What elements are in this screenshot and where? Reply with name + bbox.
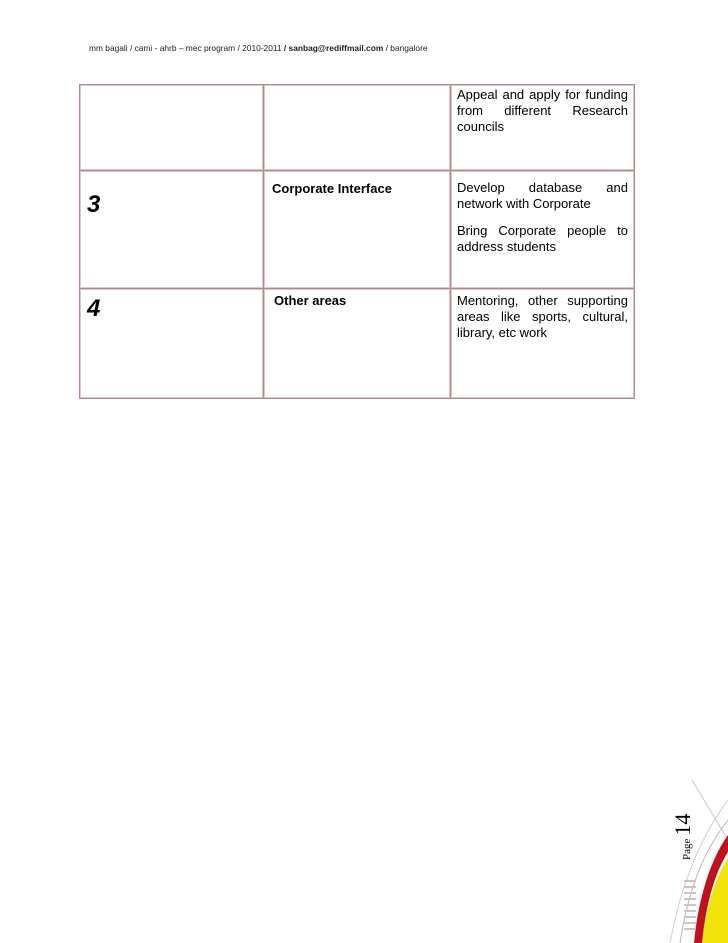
decorative-corner-graphic <box>640 780 728 943</box>
row-number <box>80 85 263 105</box>
description-cell <box>451 85 635 171</box>
header-separator: / <box>283 43 289 53</box>
table-row <box>80 171 635 289</box>
topic-cell <box>264 85 451 171</box>
row-number: 4 <box>87 295 101 322</box>
content-table <box>79 84 635 399</box>
row-number: 3 <box>87 191 101 218</box>
number-cell <box>80 289 264 399</box>
row-description: Appeal and apply for funding from different Research councils <box>457 87 628 134</box>
row-description: Mentoring, other supporting areas like sports, cultural, library, etc work <box>457 293 628 340</box>
page-word: Page <box>681 838 693 860</box>
number-cell <box>80 171 264 289</box>
header-text: mm bagali / cami - ahrb – mec program / 2010-2011 <box>89 43 284 53</box>
header-email: sanbag@rediffmail.com <box>288 43 384 53</box>
table-row <box>80 85 635 171</box>
row-topic: Corporate Interface <box>272 181 392 196</box>
row-topic: Other areas <box>274 293 347 308</box>
topic-cell <box>264 171 451 289</box>
number-cell <box>80 85 264 171</box>
topic-cell <box>264 289 451 399</box>
table-row <box>80 289 635 399</box>
row-description: Bring Corporate people to address students <box>457 223 628 254</box>
row-topic <box>264 85 450 95</box>
header-location: / bangalore <box>383 43 428 53</box>
row-description: Develop database and network with Corporate <box>457 180 628 211</box>
description-cell <box>451 171 635 289</box>
page-number: 14 <box>670 813 695 836</box>
description-cell <box>451 289 635 399</box>
document-header <box>89 43 649 53</box>
